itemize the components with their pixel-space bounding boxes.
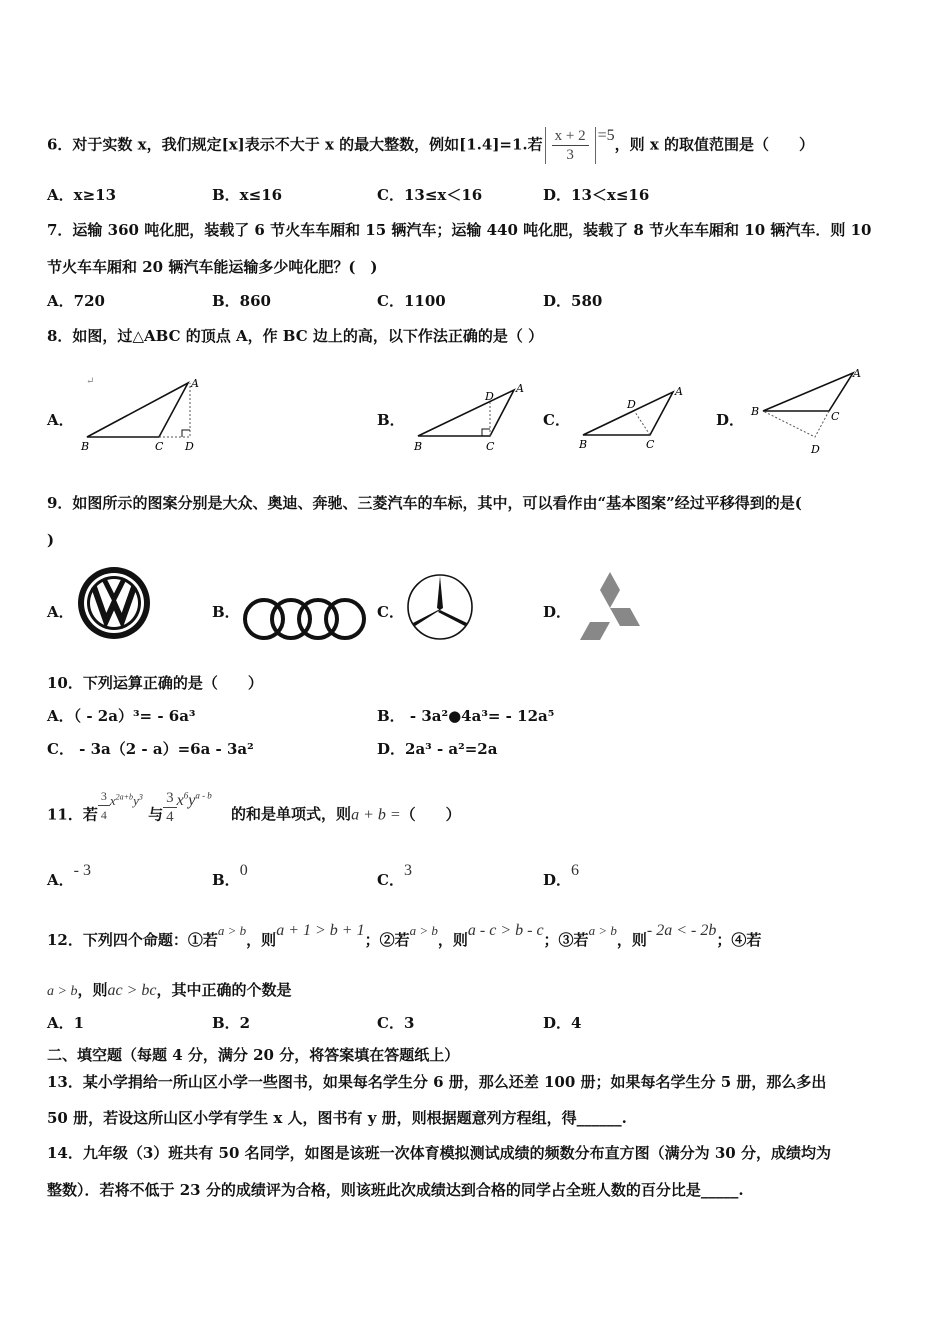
q11-option-b[interactable]: B．0 <box>212 862 248 889</box>
svg-text:D: D <box>627 398 636 411</box>
q7-option-a[interactable]: A．720 <box>47 292 105 310</box>
svg-text:D: D <box>485 390 494 403</box>
triangle-figure-b <box>410 378 540 458</box>
q10-option-b[interactable]: B． - 3a²●4a³= - 12a⁵ <box>377 707 555 725</box>
q6-text: 6．对于实数 x，我们规定[x]表示不大于 x 的最大整数，例如[1.4]=1.若 <box>47 135 543 154</box>
q8-option-a[interactable]: A． <box>47 411 74 429</box>
question-14-line1: 14．九年级（3）班共有 50 名同学，如图是该班一次体育模拟测试成绩的频数分布直方图（满分为 30 分，成绩均为 <box>47 1144 831 1162</box>
svg-text:A: A <box>853 367 861 380</box>
question-9-line2: ) <box>47 531 55 549</box>
svg-text:C: C <box>155 440 164 453</box>
svg-text:A: A <box>516 382 524 395</box>
svg-text:B: B <box>751 405 760 418</box>
volkswagen-logo-icon <box>76 565 152 641</box>
question-9-line1: 9．如图所示的图案分别是大众、奥迪、奔驰、三菱汽车的车标，其中，可以看作由“基本图案”经过平移得到的是( <box>47 494 802 512</box>
q12-option-b[interactable]: B．2 <box>212 1014 251 1032</box>
svg-text:C: C <box>646 438 655 451</box>
question-7-line1: 7．运输 360 吨化肥，装载了 6 节火车车厢和 15 辆汽车；运输 440 吨化肥，装载了 8 节火车车厢和 10 辆汽车．则 10 <box>47 221 872 239</box>
q12-option-c[interactable]: C．3 <box>377 1014 415 1032</box>
question-14-line2: 整数）．若将不低于 23 分的成绩评为合格，则该班此次成绩达到合格的同学占全班人数的百分比是_____. <box>47 1181 744 1199</box>
q6-option-d[interactable]: D．13＜x≤16 <box>543 186 650 204</box>
svg-text:A: A <box>675 385 683 398</box>
q8-option-d[interactable]: D． <box>716 411 745 429</box>
triangle-figure-d <box>745 365 870 460</box>
question-6: 6．对于实数 x，我们规定[x]表示不大于 x 的最大整数，例如[1.4]=1.若 $\frac{x + 2}{3}$ =5，则 x 的取值范围是（ ） <box>47 126 815 163</box>
svg-text:B: B <box>414 440 423 453</box>
q7-option-b[interactable]: B．860 <box>212 292 271 310</box>
svg-text:B: B <box>81 440 90 453</box>
q9-option-d[interactable]: D． <box>543 603 572 621</box>
question-11: 11．若 $\frac{3}{4}$ $x^{2a+b}y^3$ 与 $\frac{3}{4}$ $x^6y^{a - b}$ 的和是单项式，则a + b =（ ） <box>47 788 461 825</box>
question-8: 8．如图，过△ABC 的顶点 A，作 BC 边上的高，以下作法正确的是（ ） <box>47 327 544 345</box>
q11-option-a[interactable]: A．- 3 <box>47 862 91 889</box>
q9-option-a[interactable]: A． <box>47 603 74 621</box>
svg-text:C: C <box>831 410 840 423</box>
svg-text:D: D <box>811 443 820 456</box>
q6-fraction: $\frac{x + 2}{3}$ <box>552 127 589 164</box>
question-7-line2: 节火车车厢和 20 辆汽车能运输多少吨化肥？( ) <box>47 258 378 276</box>
question-12-line1: 12．下列四个命题：①若a > b，则a + 1 > b + 1；②若a > b，则a - c > b - c；③若a > b，则- 2a < - 2b；④若 <box>47 922 762 949</box>
svg-text:C: C <box>486 440 495 453</box>
return-mark-icon: ↵ <box>86 376 95 387</box>
triangle-figure-c <box>575 380 695 460</box>
mitsubishi-logo-icon <box>570 570 650 642</box>
q11-option-d[interactable]: D．6 <box>543 862 580 889</box>
triangle-figure-a <box>75 375 205 455</box>
q11-option-c[interactable]: C．3 <box>377 862 412 889</box>
q8-option-b[interactable]: B． <box>377 411 405 429</box>
question-12-line2: a > b，则ac > bc，其中正确的个数是 <box>47 981 292 999</box>
q6-option-a[interactable]: A．x≥13 <box>47 186 117 204</box>
svg-text:D: D <box>185 440 194 453</box>
mercedes-logo-icon <box>405 572 475 642</box>
question-13-line1: 13．某小学捐给一所山区小学一些图书，如果每名学生分 6 册，那么还差 100 册；如果每名学生分 5 册，那么多出 <box>47 1073 827 1091</box>
q10-option-d[interactable]: D．2a³ - a²=2a <box>377 740 498 758</box>
q10-option-a[interactable]: A．（ - 2a）³= - 6a³ <box>47 707 196 725</box>
q7-option-c[interactable]: C．1100 <box>377 292 446 310</box>
q6-option-c[interactable]: C．13≤x＜16 <box>377 186 483 204</box>
section-heading: 二、填空题（每题 4 分，满分 20 分，将答案填在答题纸上） <box>47 1046 460 1064</box>
svg-text:A: A <box>191 377 199 390</box>
q8-option-c[interactable]: C． <box>543 411 570 429</box>
question-13-line2: 50 册，若设这所山区小学有学生 x 人，图书有 y 册，则根据题意列方程组，得______. <box>47 1109 627 1127</box>
q6-option-b[interactable]: B．x≤16 <box>212 186 283 204</box>
q10-option-c[interactable]: C． - 3a（2 - a）=6a - 3a² <box>47 740 254 758</box>
q7-option-d[interactable]: D．580 <box>543 292 603 310</box>
q9-option-c[interactable]: C． <box>377 603 404 621</box>
svg-text:B: B <box>579 438 588 451</box>
audi-logo-icon <box>240 595 370 643</box>
q12-option-d[interactable]: D．4 <box>543 1014 582 1032</box>
q9-option-b[interactable]: B． <box>212 603 240 621</box>
q12-option-a[interactable]: A．1 <box>47 1014 85 1032</box>
question-10: 10．下列运算正确的是（ ） <box>47 674 263 692</box>
